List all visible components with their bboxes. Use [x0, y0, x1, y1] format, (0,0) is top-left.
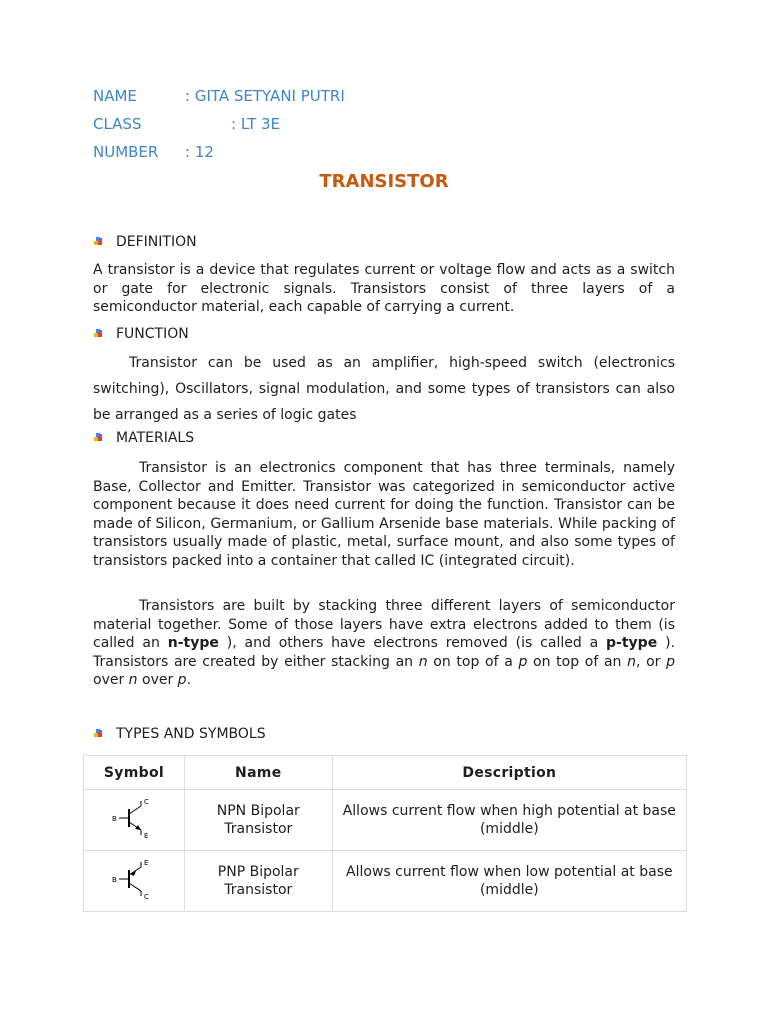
bullet-icon [93, 727, 104, 738]
bullet-icon [93, 327, 104, 338]
symbol-cell [84, 790, 185, 851]
number-value: : 12 [185, 143, 214, 161]
column-header-symbol: Symbol [84, 756, 185, 790]
materials-text-1: Transistor is an electronics component that has three terminals, namely Base, Collector and Emitter. Transistor was categorized in semiconductor active component because it does need current for doing the function. Transistor can be made of Silicon, Germanium, or Gallium Arsenide base materials. While packing of transistors usually made of plastic, metal, surface mount, and also some types of transistors packed into a container that called IC (integrated circuit). [93, 460, 675, 569]
pnp-transistor-symbol-icon [108, 857, 160, 901]
name-value: : GITA SETYANI PUTRI [185, 87, 345, 105]
bottom-pin-label: C [143, 892, 149, 901]
types-table [83, 755, 687, 912]
number-label: NUMBER [93, 143, 159, 161]
function-heading [93, 326, 189, 342]
name-line [93, 87, 345, 105]
table-header-row [84, 756, 687, 790]
definition-heading-text: DEFINITION [116, 234, 197, 250]
class-value: : LT 3E [231, 115, 281, 133]
name-label: NAME [93, 87, 137, 105]
class-label: CLASS [93, 115, 142, 133]
bottom-pin-label: E [143, 831, 149, 840]
types-heading [93, 726, 266, 742]
top-pin-label: E [143, 858, 149, 867]
definition-text: A transistor is a device that regulates current or voltage flow and acts as a switch or gate for electronic signals. Transistors consist of three layers of a semiconductor material, each capable of carrying a current. [93, 262, 675, 315]
definition-heading [93, 234, 197, 250]
number-line [93, 143, 214, 161]
class-line [93, 115, 280, 133]
column-header-name: Name [184, 756, 332, 790]
function-heading-text: FUNCTION [116, 326, 189, 342]
description-cell: Allows current flow when high potential at base (middle) [332, 790, 686, 851]
top-pin-label: C [143, 797, 149, 806]
name-cell: PNP Bipolar Transistor [184, 851, 332, 912]
bullet-icon [93, 431, 104, 442]
page-title: TRANSISTOR [319, 171, 449, 192]
npn-transistor-symbol-icon [108, 796, 160, 840]
types-heading-text: TYPES AND SYMBOLS [116, 726, 266, 742]
table-row [84, 851, 687, 912]
symbol-cell [84, 851, 185, 912]
column-header-description: Description [332, 756, 686, 790]
materials-text-2: Transistors are built by stacking three different layers of semiconductor material together. Some of those layers have extra electrons added to them (is called an n-type ), and others have electrons removed (is called a p-type ). Transistors are created by either stacking an n on top of a p on top of an n, or p over n over p. [93, 598, 676, 688]
base-pin-label: B [111, 814, 117, 823]
name-cell: NPN Bipolar Transistor [184, 790, 332, 851]
base-pin-label: B [111, 875, 117, 884]
materials-heading-text: MATERIALS [116, 430, 195, 446]
table-row [84, 790, 687, 851]
bullet-icon [93, 235, 104, 246]
materials-heading [93, 430, 194, 446]
function-text: Transistor can be used as an amplifier, high-speed switch (electronics switching), Oscillators, signal modulation, and some types of transistors can also be arranged as a series of logic gates [93, 355, 675, 423]
description-cell: Allows current flow when low potential at base (middle) [332, 851, 686, 912]
